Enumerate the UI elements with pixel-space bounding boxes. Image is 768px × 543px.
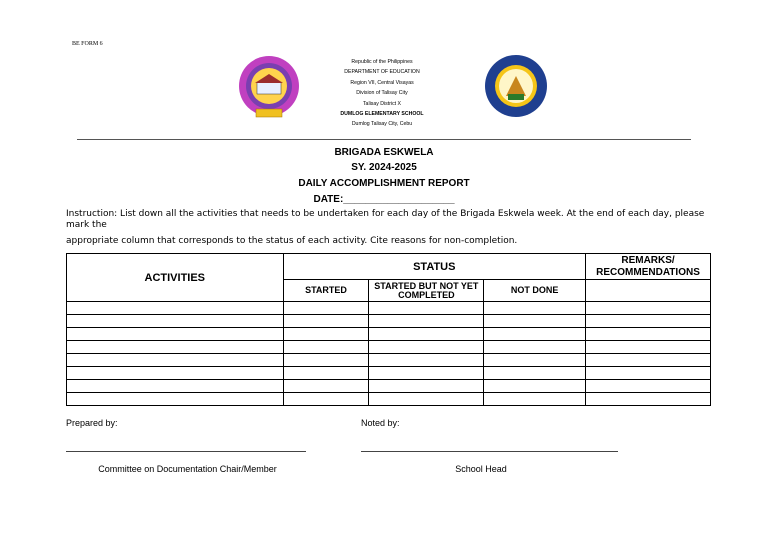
cell-not-done[interactable] bbox=[484, 393, 586, 406]
cell-started-not-completed[interactable] bbox=[369, 393, 484, 406]
cell-not-done[interactable] bbox=[484, 354, 586, 367]
table-row bbox=[67, 328, 711, 341]
header-line-district: Talisay District X bbox=[362, 100, 402, 107]
cell-started-not-completed[interactable] bbox=[369, 315, 484, 328]
table-row bbox=[67, 315, 711, 328]
noted-by-title: School Head bbox=[455, 464, 507, 474]
header-line-division: Division of Talisay City bbox=[356, 90, 408, 97]
instruction-line-1: Instruction: List down all the activities that needs to be undertaken for each day of the Brigada Eskwela week. At the end of each day, please mark the bbox=[66, 209, 705, 230]
title-report: DAILY ACCOMPLISHMENT REPORT bbox=[298, 178, 470, 189]
table-row bbox=[67, 380, 711, 393]
table-body bbox=[67, 302, 711, 406]
date-field: DATE:____________________ bbox=[313, 194, 455, 205]
cell-not-done[interactable] bbox=[484, 315, 586, 328]
cell-started-not-completed[interactable] bbox=[369, 354, 484, 367]
cell-started-not-completed[interactable] bbox=[369, 367, 484, 380]
header-line-deped: DEPARTMENT OF EDUCATION bbox=[344, 69, 420, 76]
table-row bbox=[67, 393, 711, 406]
table-row bbox=[67, 367, 711, 380]
header-remarks-blank bbox=[586, 280, 711, 302]
title-brigada: BRIGADA ESKWELA bbox=[334, 147, 434, 158]
header-line-republic: Republic of the Philippines bbox=[351, 59, 413, 65]
cell-started-not-completed[interactable] bbox=[369, 341, 484, 354]
cell-started-not-completed[interactable] bbox=[369, 328, 484, 341]
cell-activity[interactable] bbox=[67, 354, 284, 367]
cell-remarks[interactable] bbox=[586, 341, 711, 354]
cell-started[interactable] bbox=[283, 380, 369, 393]
header-remarks: REMARKS/ RECOMMENDATIONS bbox=[586, 254, 711, 280]
header-text bbox=[290, 57, 474, 130]
cell-started[interactable] bbox=[283, 302, 369, 315]
header-divider bbox=[77, 139, 691, 140]
cell-remarks[interactable] bbox=[586, 328, 711, 341]
instruction-line-2: appropriate column that corresponds to the status of each activity. Cite reasons for non-completion. bbox=[66, 236, 518, 246]
noted-by-signature-line bbox=[361, 451, 618, 452]
cell-activity[interactable] bbox=[67, 302, 284, 315]
table-row bbox=[67, 354, 711, 367]
cell-started[interactable] bbox=[283, 341, 369, 354]
cell-started[interactable] bbox=[283, 393, 369, 406]
table-row bbox=[67, 341, 711, 354]
cell-started[interactable] bbox=[283, 315, 369, 328]
prepared-by-signature-line bbox=[66, 451, 306, 452]
cell-activity[interactable] bbox=[67, 367, 284, 380]
accomplishment-table bbox=[66, 253, 711, 406]
cell-remarks[interactable] bbox=[586, 354, 711, 367]
cell-activity[interactable] bbox=[67, 380, 284, 393]
form-code: BE FORM 6 bbox=[72, 41, 103, 47]
title-school-year: SY. 2024-2025 bbox=[351, 162, 417, 173]
header-started: STARTED bbox=[283, 280, 369, 302]
cell-remarks[interactable] bbox=[586, 302, 711, 315]
cell-not-done[interactable] bbox=[484, 302, 586, 315]
cell-started[interactable] bbox=[283, 354, 369, 367]
header-not-done: NOT DONE bbox=[484, 280, 586, 302]
cell-not-done[interactable] bbox=[484, 380, 586, 393]
cell-remarks[interactable] bbox=[586, 393, 711, 406]
seal-school-building bbox=[257, 82, 281, 94]
header-line-address: Dumlog Talisay City, Cebu bbox=[351, 121, 413, 128]
header-status: STATUS bbox=[283, 254, 585, 280]
cell-activity[interactable] bbox=[67, 328, 284, 341]
cell-not-done[interactable] bbox=[484, 328, 586, 341]
prepared-by-title: Committee on Documentation Chair/Member bbox=[98, 464, 277, 474]
header-line-region: Region VII, Central Visayas bbox=[350, 79, 414, 86]
cell-activity[interactable] bbox=[67, 315, 284, 328]
seal-ribbon bbox=[256, 109, 282, 117]
deped-base bbox=[508, 94, 524, 100]
noted-by-label: Noted by: bbox=[361, 418, 400, 428]
cell-not-done[interactable] bbox=[484, 367, 586, 380]
header-line-school: DUMLOG ELEMENTARY SCHOOL bbox=[340, 111, 424, 118]
deped-seal-logo bbox=[484, 54, 548, 118]
cell-remarks[interactable] bbox=[586, 367, 711, 380]
table-row bbox=[67, 302, 711, 315]
header-started-not-completed: STARTED BUT NOT YET COMPLETED bbox=[369, 280, 484, 302]
cell-started-not-completed[interactable] bbox=[369, 302, 484, 315]
cell-remarks[interactable] bbox=[586, 380, 711, 393]
cell-started-not-completed[interactable] bbox=[369, 380, 484, 393]
cell-not-done[interactable] bbox=[484, 341, 586, 354]
cell-started[interactable] bbox=[283, 328, 369, 341]
cell-started[interactable] bbox=[283, 367, 369, 380]
cell-activity[interactable] bbox=[67, 393, 284, 406]
header-activities: ACTIVITIES bbox=[67, 254, 284, 302]
cell-activity[interactable] bbox=[67, 341, 284, 354]
prepared-by-label: Prepared by: bbox=[66, 418, 118, 428]
cell-remarks[interactable] bbox=[586, 315, 711, 328]
